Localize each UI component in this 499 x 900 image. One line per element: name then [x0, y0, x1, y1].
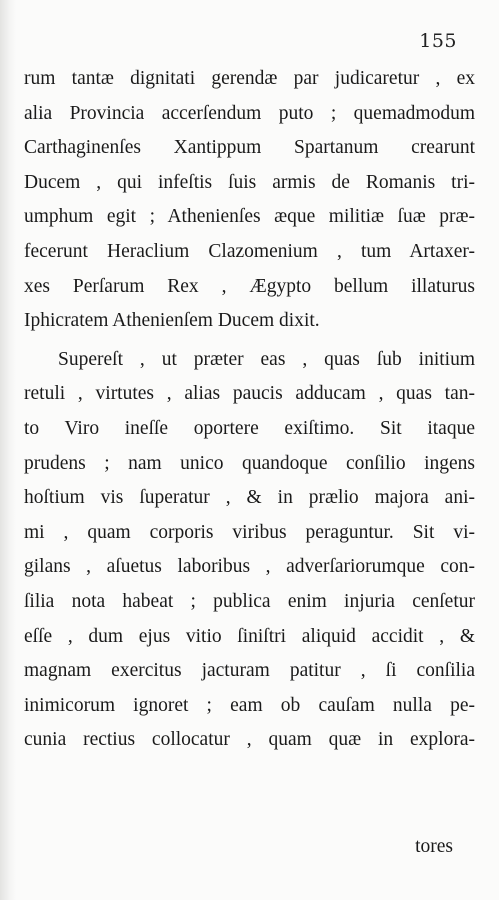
text-line: magnam exercitus jacturam patitur , ſi conſilia: [24, 660, 475, 682]
text-line: hoſtium vis ſuperatur , & in prælio majora ani-: [24, 487, 475, 509]
body-text: [24, 62, 475, 758]
paragraph-end-line: Iphicratem Athenienſem Ducem dixit.: [24, 310, 320, 332]
gutter-shadow: [0, 0, 16, 900]
text-line: fecerunt Heraclium Clazomenium , tum Artaxer-: [24, 240, 475, 262]
text-line: to Viro ineſſe oportere exiſtimo. Sit itaque: [24, 417, 475, 439]
text-line: retuli , virtutes , alias paucis adducam , quas tan-: [24, 383, 475, 405]
catchword: tores: [415, 836, 453, 857]
text-line: Ducem , qui infeſtis ſuis armis de Romanis tri-: [24, 171, 475, 193]
text-line: gilans , aſuetus laboribus , adverſariorumque con-: [24, 556, 475, 578]
text-line: rum tantæ dignitati gerendæ par judicaretur , ex: [24, 68, 475, 89]
text-line: alia Provincia accerſendum puto ; quemadmodum: [24, 102, 475, 124]
text-line: mi , quam corporis viribus peraguntur. Sit vi-: [24, 521, 475, 543]
page-number: 155: [419, 30, 457, 52]
text-line: cunia rectius collocatur , quam quæ in explora-: [24, 729, 475, 751]
text-line: eſſe , dum ejus vitio ſiniſtri aliquid accidit , &: [24, 625, 475, 647]
text-line: prudens ; nam unico quandoque conſilio ingens: [24, 452, 475, 474]
paragraph-start-line: Supereſt , ut præter eas , quas ſub initium: [58, 348, 475, 370]
text-line: Carthaginenſes Xantippum Spartanum crearunt: [24, 137, 475, 159]
text-line: umphum egit ; Athenienſes æque militiæ ſuæ præ-: [24, 206, 475, 228]
text-line: xes Perſarum Rex , Ægypto bellum illaturus: [24, 275, 475, 297]
text-line: inimicorum ignoret ; eam ob cauſam nulla pe-: [24, 694, 475, 716]
text-line: ſilia nota habeat ; publica enim injuria cenſetur: [24, 590, 475, 612]
